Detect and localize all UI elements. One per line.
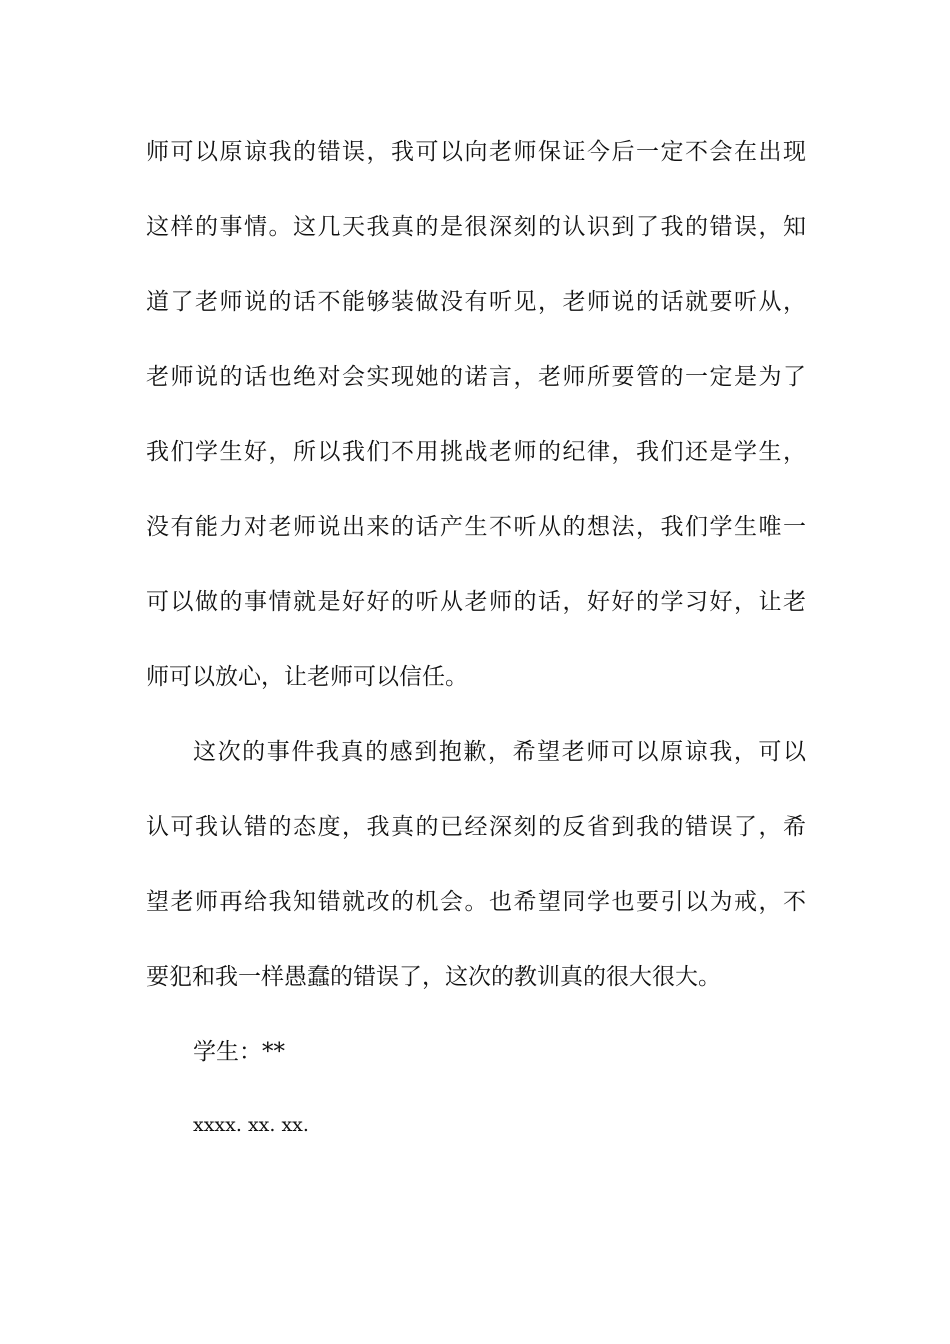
student-signature: 学生：** [193,1039,285,1065]
paragraph-1-line-3: 道了老师说的话不能够装做没有听见，老师说的话就要听从， [146,289,806,315]
paragraph-1-line-1: 师可以原谅我的错误，我可以向老师保证今后一定不会在出现 [146,139,806,165]
paragraph-1-line-2: 这样的事情。这几天我真的是很深刻的认识到了我的错误，知 [146,214,806,240]
paragraph-2-line-2: 认可我认错的态度，我真的已经深刻的反省到我的错误了，希 [146,814,806,840]
paragraph-1-line-4: 老师说的话也绝对会实现她的诺言，老师所要管的一定是为了 [146,364,806,390]
paragraph-1-line-7: 可以做的事情就是好好的听从老师的话，好好的学习好，让老 [146,589,806,615]
paragraph-2-line-1: 这次的事件我真的感到抱歉，希望老师可以原谅我，可以 [193,739,806,765]
paragraph-1-line-8: 师可以放心，让老师可以信任。 [146,664,468,690]
paragraph-1-line-6: 没有能力对老师说出来的话产生不听从的想法，我们学生唯一 [146,514,806,540]
paragraph-2-line-4: 要犯和我一样愚蠢的错误了，这次的教训真的很大很大。 [146,964,721,990]
paragraph-1-line-5: 我们学生好，所以我们不用挑战老师的纪律，我们还是学生， [146,439,806,465]
paragraph-2-line-3: 望老师再给我知错就改的机会。也希望同学也要引以为戒，不 [146,889,806,915]
signature-date: xxxx. xx. xx. [193,1114,309,1136]
